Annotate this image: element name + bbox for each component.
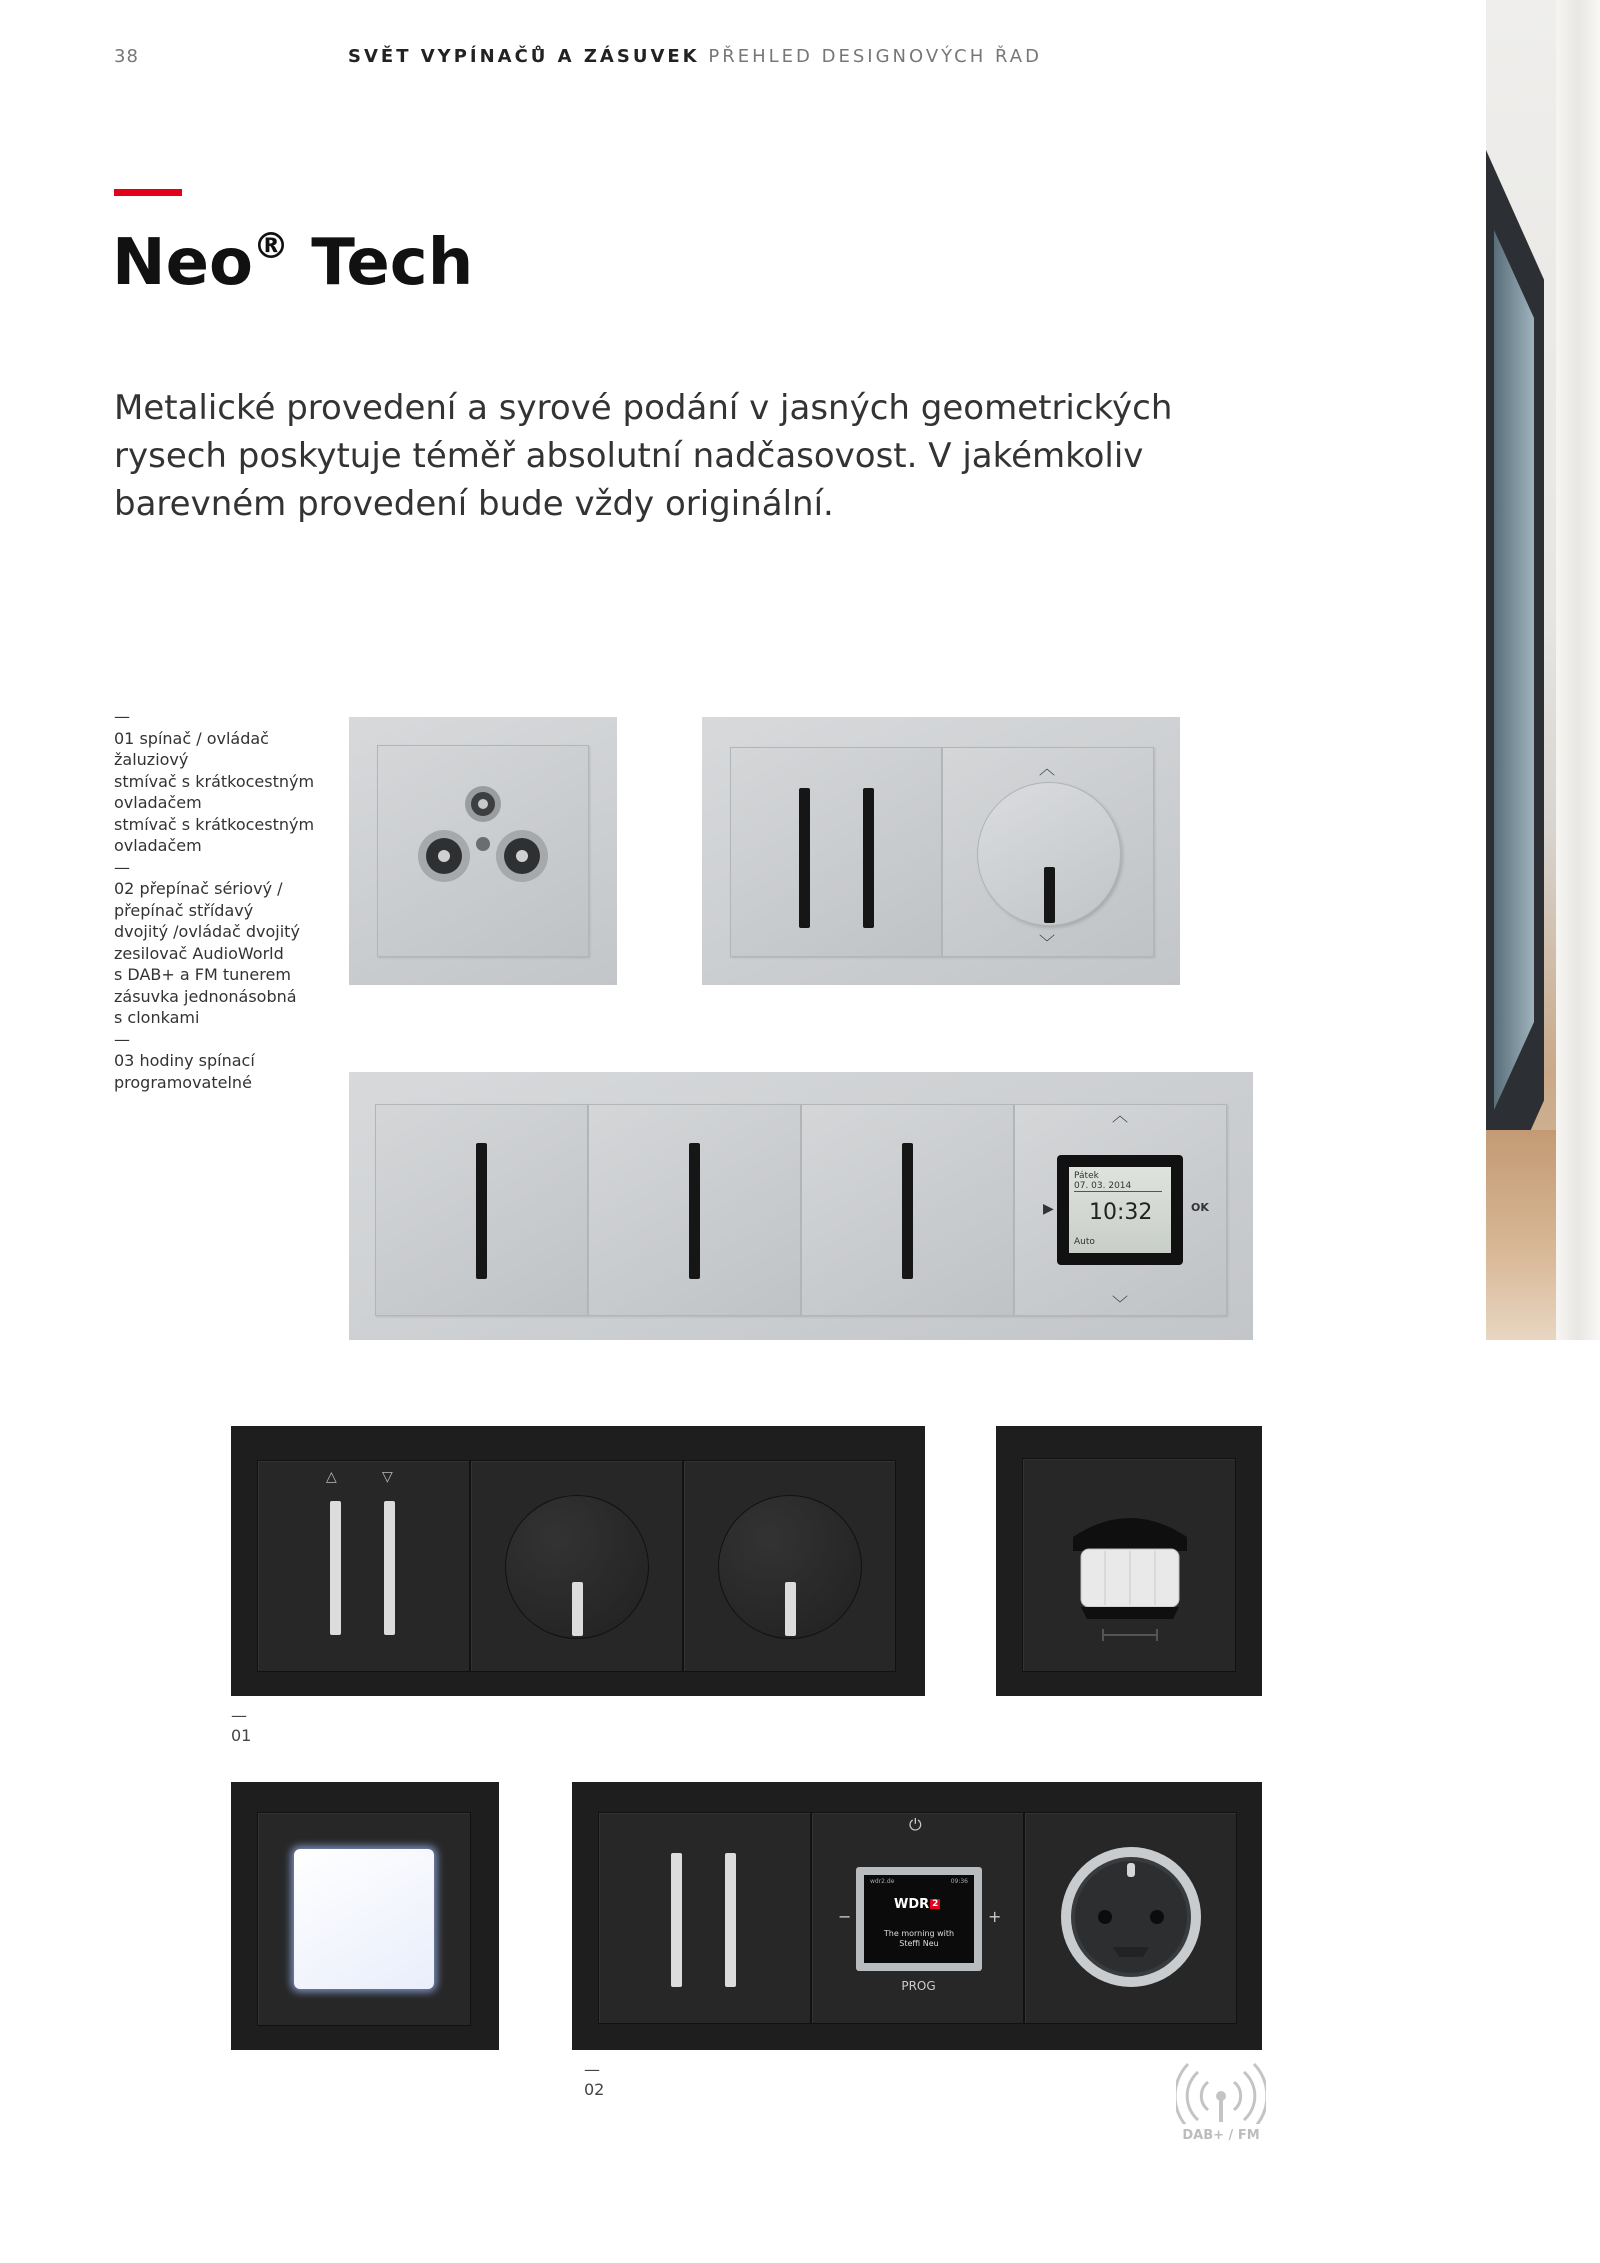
captions	[114, 706, 314, 1093]
page-number: 38	[114, 46, 139, 67]
triangle-up-icon: △	[326, 1469, 337, 1485]
led-light-insert	[257, 1812, 471, 2026]
dial-indicator	[1044, 867, 1055, 923]
chevron-up-icon: ︿	[1112, 1106, 1129, 1125]
silver-switch-dimmer-plate	[702, 717, 1180, 985]
caption-line: 02 přepínač sériový /	[114, 879, 283, 898]
timer-date: 07. 03. 2014	[1074, 1181, 1132, 1191]
rocker-indicator	[689, 1143, 700, 1279]
dial-indicator	[785, 1582, 796, 1636]
title-registered: ®	[252, 226, 289, 267]
timer-mode: Auto	[1074, 1237, 1095, 1247]
dimmer-dial[interactable]	[718, 1495, 862, 1639]
dab-fm-label: DAB+ / FM	[1182, 2128, 1260, 2143]
rocker-indicator	[902, 1143, 913, 1279]
antenna-signal-icon	[1176, 2062, 1266, 2124]
dimmer-key[interactable]	[942, 747, 1154, 957]
timer-insert[interactable]	[1014, 1104, 1227, 1316]
blind-switch-key[interactable]	[257, 1460, 470, 1672]
radio-station-number: 2	[932, 1899, 939, 1909]
dimmer-dial[interactable]	[977, 782, 1121, 926]
caption-line: přepínač střídavý	[114, 900, 254, 920]
rocker-indicator	[725, 1853, 736, 1987]
caption-line: ovladačem	[114, 793, 202, 812]
radio-station: WDR	[894, 1897, 930, 1912]
figure-label-02	[584, 2060, 604, 2100]
caption-dash: —	[114, 707, 130, 726]
chevron-down-icon: ﹀	[1112, 1294, 1129, 1313]
radio-minus-button[interactable]: −	[838, 1907, 852, 1926]
motion-sensor-insert	[1022, 1458, 1236, 1672]
page-title	[112, 226, 473, 300]
caption-line: ovladačem	[114, 836, 202, 855]
radio-prog-button[interactable]: PROG	[901, 1979, 936, 1993]
lead-line: barevném provedení bude vždy originální.	[114, 484, 834, 524]
accent-bar	[114, 189, 182, 196]
radio-plus-button[interactable]: +	[988, 1907, 1002, 1926]
dimmer-key[interactable]	[683, 1460, 896, 1672]
timer-lcd	[1069, 1167, 1171, 1253]
radio-text-line: Steffi Neu	[899, 1939, 939, 1948]
black-blind-dimmer-plate	[231, 1426, 925, 1696]
dab-fm-badge	[1176, 2062, 1266, 2148]
label-number: 02	[584, 2080, 605, 2099]
lead-line: rysech poskytuje téměř absolutní nadčasovost. V jakémkoliv	[114, 436, 1144, 476]
switch-key[interactable]	[588, 1104, 801, 1316]
label-number: 01	[231, 1726, 252, 1745]
chevron-down-icon: ﹀	[1039, 933, 1056, 952]
lead-paragraph	[114, 384, 1174, 528]
dial-indicator	[572, 1582, 583, 1636]
running-head-light: PŘEHLED DESIGNOVÝCH ŘAD	[708, 46, 1042, 67]
silver-timer-plate	[349, 1072, 1253, 1340]
silver-antenna-socket-plate	[349, 717, 617, 985]
radio-insert[interactable]	[811, 1812, 1024, 2024]
title-main: Neo	[112, 226, 253, 300]
label-dash: —	[584, 2060, 600, 2079]
radio-text-line: The morning with	[883, 1929, 955, 1938]
socket-insert	[1024, 1812, 1237, 2024]
black-led-light-plate	[231, 1782, 499, 2050]
timer-day: Pátek	[1074, 1171, 1099, 1181]
caption-line: s clonkami	[114, 1008, 200, 1027]
title-suffix: Tech	[288, 226, 474, 300]
radio-top-left: wdr2.de	[870, 1878, 895, 1885]
rocker-indicator	[799, 788, 810, 928]
switch-key[interactable]	[801, 1104, 1014, 1316]
double-switch-key[interactable]	[730, 747, 942, 957]
rocker-indicator	[330, 1501, 341, 1635]
rocker-indicator	[671, 1853, 682, 1987]
play-right-icon: ▶	[1043, 1201, 1054, 1217]
rocker-indicator	[384, 1501, 395, 1635]
caption-line: dvojitý /ovládač dvojitý	[114, 922, 300, 941]
black-radio-socket-plate	[572, 1782, 1262, 2050]
caption-line: zesilovač AudioWorld	[114, 943, 284, 963]
led-light-panel	[294, 1849, 434, 1989]
timer-time: 10:32	[1089, 1200, 1153, 1225]
caption-line: 01 spínač / ovládač	[114, 728, 269, 748]
caption-line: 03 hodiny spínací	[114, 1051, 255, 1070]
power-icon[interactable]: ⏻	[909, 1815, 922, 1834]
antenna-socket-insert	[377, 745, 589, 957]
caption-line: stmívač s krátkocestným	[114, 771, 315, 791]
caption-line: zásuvka jednonásobná	[114, 986, 297, 1006]
running-head	[348, 46, 1042, 67]
timer-display	[1057, 1155, 1183, 1265]
socket-icon	[1025, 1813, 1238, 2025]
caption-line: stmívač s krátkocestným	[114, 814, 315, 834]
caption-line: s DAB+ a FM tunerem	[114, 965, 291, 984]
caption-line: programovatelné	[114, 1072, 252, 1092]
radio-display	[864, 1875, 974, 1963]
dimmer-key[interactable]	[470, 1460, 683, 1672]
antenna-socket-icon	[378, 746, 590, 958]
caption-dash: —	[114, 857, 130, 877]
triangle-down-icon: ▽	[382, 1469, 393, 1485]
caption-line: žaluziový	[114, 750, 189, 769]
dimmer-dial[interactable]	[505, 1495, 649, 1639]
black-motion-sensor-plate	[996, 1426, 1262, 1696]
switch-key[interactable]	[375, 1104, 588, 1316]
motion-sensor-icon	[1023, 1459, 1237, 1673]
timer-ok-label: OK	[1191, 1201, 1209, 1214]
radio-text	[864, 1929, 974, 1949]
chevron-up-icon: ︿	[1039, 759, 1056, 778]
radio-top-right: 09:36	[950, 1878, 968, 1885]
caption-dash: —	[114, 1029, 130, 1049]
running-head-bold: SVĚT VYPÍNAČŮ A ZÁSUVEK	[348, 46, 700, 67]
radio-display-bezel	[856, 1867, 982, 1971]
rocker-indicator	[863, 788, 874, 928]
interior-photo	[1486, 0, 1600, 1340]
label-dash: —	[231, 1706, 247, 1725]
double-switch-key[interactable]	[598, 1812, 811, 2024]
radio-station-logo	[894, 1897, 940, 1912]
rocker-indicator	[476, 1143, 487, 1279]
lead-line: Metalické provedení a syrové podání v jasných geometrických	[114, 388, 1173, 428]
figure-label-01	[231, 1706, 251, 1746]
